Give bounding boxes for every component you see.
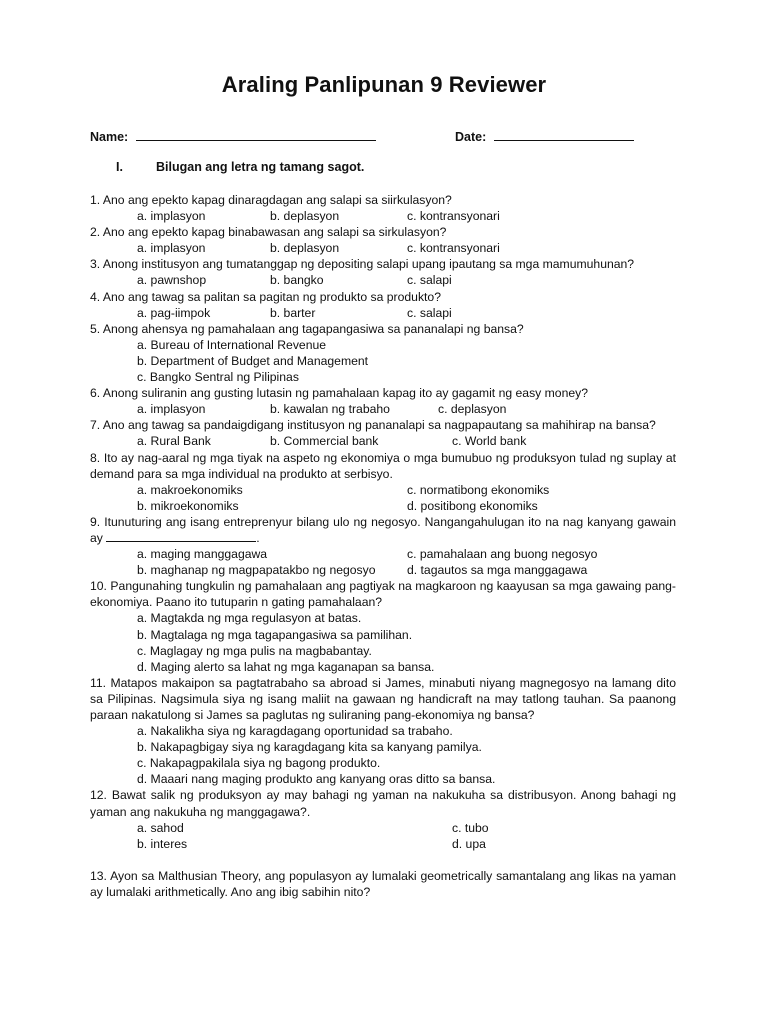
- option: b. kawalan ng trabaho: [270, 402, 390, 417]
- options-row: [90, 305, 676, 321]
- name-field: [90, 128, 376, 144]
- page-title: Araling Panlipunan 9 Reviewer: [221, 72, 547, 97]
- section-heading: [116, 160, 364, 174]
- question-text: 12. Bawat salik ng produksyon ay may bahagi ng yaman na nakukuha sa distribusyon. Anong bahagi ng yaman ang nakukuha ng manggagawa?.: [90, 788, 676, 819]
- option: b. bangko: [270, 273, 324, 288]
- date-blank: [494, 128, 634, 141]
- option: a. Magtakda ng mga regulasyon at batas.: [137, 611, 362, 626]
- option: d. tagautos sa mga manggagawa: [407, 563, 588, 578]
- spacer: [90, 852, 676, 868]
- option: d. upa: [452, 836, 486, 851]
- answer-blank: [106, 530, 256, 542]
- option: a. Nakalikha siya ng karagdagang oportunidad sa trabaho.: [137, 724, 453, 739]
- option: a. implasyon: [137, 402, 206, 417]
- name-blank: [136, 128, 376, 141]
- option: c. Bangko Sentral ng Pilipinas: [137, 370, 299, 385]
- option: b. Department of Budget and Management: [137, 353, 369, 368]
- question-text-part: .: [256, 530, 260, 545]
- option: c. pamahalaan ang buong negosyo: [407, 547, 598, 562]
- options-row: [90, 433, 676, 449]
- question-text-part: 9. Itunuturing ang isang entreprenyur bilang ulo ng negosyo. Nangangahulugan ito na nag kanyang gawain ay: [90, 514, 676, 545]
- option: d. Maaari nang maging produkto ang kanyang oras ditto sa bansa.: [137, 772, 496, 787]
- question-text: 2. Ano ang epekto kapag binabawasan ang salapi sa sirkulasyon?: [90, 225, 447, 240]
- option: c. World bank: [452, 434, 527, 449]
- options-row: [90, 562, 676, 578]
- option: a. sahod: [137, 820, 184, 835]
- options-row: [90, 272, 676, 288]
- option: c. tubo: [452, 820, 489, 835]
- option: d. Maging alerto sa lahat ng mga kaganapan sa bansa.: [137, 659, 435, 674]
- name-label: Name:: [90, 130, 129, 144]
- options-row: [90, 820, 676, 836]
- options-row: [90, 240, 676, 256]
- options-row: [90, 482, 676, 498]
- option: c. kontransyonari: [407, 241, 500, 256]
- option: a. pawnshop: [137, 273, 207, 288]
- question-text: 6. Anong suliranin ang gusting lutasin ng pamahalaan kapag ito ay gagamit ng easy money?: [90, 386, 588, 401]
- section-number: I.: [116, 160, 123, 174]
- question-text: [90, 514, 676, 546]
- question-text: 7. Ano ang tawag sa pandaigdigang institusyon ng pananalapi sa nagpapautang sa mahihirap na bansa?: [90, 418, 656, 433]
- option: c. salapi: [407, 305, 452, 320]
- date-label: Date:: [455, 130, 487, 144]
- option: c. kontransyonari: [407, 209, 500, 224]
- question-text: 3. Anong institusyon ang tumatanggap ng depositing salapi upang ipautang sa mga mamumuhunan?: [90, 257, 635, 272]
- option: b. deplasyon: [270, 241, 340, 256]
- option: d. positibong ekonomiks: [407, 498, 538, 513]
- question-text: 5. Anong ahensya ng pamahalaan ang tagapangasiwa sa pananalapi ng bansa?: [90, 321, 524, 336]
- date-field: [455, 128, 634, 144]
- question-text: 4. Ano ang tawag sa palitan sa pagitan ng produkto sa produkto?: [90, 289, 441, 304]
- option: c. normatibong ekonomiks: [407, 482, 550, 497]
- option: b. mikroekonomiks: [137, 498, 239, 513]
- question-text: 1. Ano ang epekto kapag dinaragdagan ang salapi sa siirkulasyon?: [90, 193, 452, 207]
- option: c. salapi: [407, 273, 452, 288]
- option: a. maging manggagawa: [137, 547, 268, 562]
- option: b. deplasyon: [270, 209, 340, 224]
- options-row: [90, 401, 676, 417]
- option: b. barter: [270, 305, 316, 320]
- option: b. Magtalaga ng mga tagapangasiwa sa pamilihan.: [137, 627, 413, 642]
- option: a. Rural Bank: [137, 434, 211, 449]
- option: c. Nakapagpakilala siya ng bagong produkto.: [137, 756, 381, 771]
- question-text: 11. Matapos makaipon sa pagtatrabaho sa abroad si James, minabuti niyang magnegosyo na lamang dito sa Pilipinas. Nagsimula siya ng isang maliit na gawaan ng handicraft na may tatlong tauhan. Sa paanong paraan nakatulong si James sa paglutas ng suliraning pang-ekonomiya ng bansa?: [90, 675, 676, 722]
- option: b. interes: [137, 836, 188, 851]
- options-row: [90, 836, 676, 852]
- option: a. implasyon: [137, 209, 206, 224]
- option: a. makroekonomiks: [137, 482, 243, 497]
- option: c. deplasyon: [438, 402, 507, 417]
- option: c. Maglagay ng mga pulis na magbabantay.: [137, 643, 372, 658]
- option: a. Bureau of International Revenue: [137, 337, 327, 352]
- options-row: [90, 208, 676, 224]
- option: b. Nakapagbigay siya ng karagdagang kita sa kanyang pamilya.: [137, 740, 482, 755]
- question-text: 10. Pangunahing tungkulin ng pamahalaan ang pagtiyak na magkaroon ng kaayusan sa mga gawaing pang-ekonomiya. Paano ito tutuparin n gating pamahalaan?: [90, 579, 676, 610]
- options-row: [90, 498, 676, 514]
- questions-list: [90, 192, 676, 900]
- options-row: [90, 546, 676, 562]
- option: b. Commercial bank: [270, 434, 379, 449]
- question-text: 13. Ayon sa Malthusian Theory, ang populasyon ay lumalaki geometrically samantalang ang likas na yaman ay lumalaki arithmetically. Ano ang ibig sabihin nito?: [90, 868, 676, 899]
- option: a. pag-iimpok: [137, 305, 211, 320]
- option: a. implasyon: [137, 241, 206, 256]
- option: b. maghanap ng magpapatakbo ng negosyo: [137, 563, 376, 578]
- question-text: 8. Ito ay nag-aaral ng mga tiyak na aspeto ng ekonomiya o mga bumubuo ng produksyon tulad ng suplay at demand para sa mga individual na produkto at serbisyo.: [90, 450, 676, 481]
- section-instruction: Bilugan ang letra ng tamang sagot.: [156, 160, 365, 174]
